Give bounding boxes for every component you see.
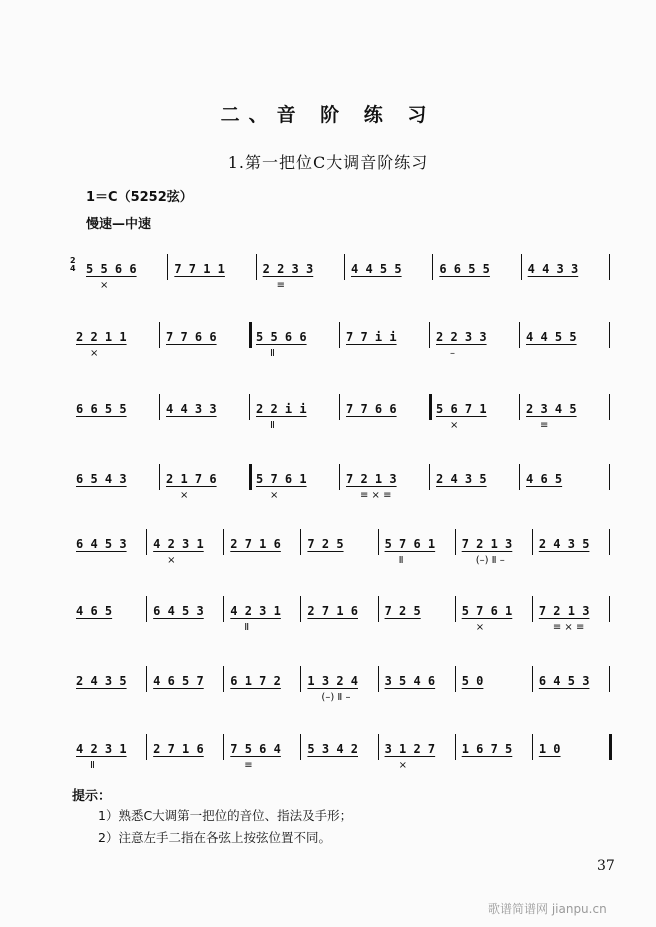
string-mark: Ⅱ — [270, 420, 275, 431]
tempo-marking: 慢速—中速 — [86, 217, 152, 232]
barline — [378, 529, 379, 555]
barline — [532, 529, 533, 555]
measure: 5 7 6 1 — [256, 472, 307, 486]
measure: 5 7 6 1 — [384, 537, 436, 551]
barline — [519, 322, 520, 348]
tips-label: 提示： — [72, 789, 112, 804]
measure: 1 3 2 4 — [307, 674, 358, 688]
measure: 6 4 5 3 — [76, 537, 127, 551]
measure: 5 5 6 6 — [86, 262, 137, 276]
barline — [249, 464, 252, 490]
barline — [609, 464, 610, 490]
barline — [455, 529, 456, 555]
measure: 6 6 5 5 — [439, 262, 490, 276]
score-line — [72, 668, 612, 708]
measure: 4 4 3 3 — [166, 402, 217, 416]
measure: 7 7 6 6 — [166, 330, 217, 344]
score-line — [72, 736, 612, 776]
measure: 7 2 5 — [384, 604, 421, 618]
barline — [609, 322, 610, 348]
string-mark: (–) Ⅱ – — [475, 555, 505, 566]
measure: 1 0 — [538, 742, 561, 756]
measure: 7 7 6 6 — [346, 402, 397, 416]
string-mark: × — [90, 348, 99, 359]
string-mark: ≡ — [276, 280, 286, 291]
barline — [339, 464, 340, 490]
measure: 2 7 1 6 — [307, 604, 358, 618]
barline — [249, 322, 252, 348]
measure: 4 6 5 — [76, 604, 113, 618]
barline — [146, 666, 147, 692]
barline — [146, 529, 147, 555]
section-title: 二、音 阶 练 习 — [220, 104, 436, 126]
barline — [256, 254, 257, 280]
measure: 2 4 3 5 — [436, 472, 487, 486]
page-number: 37 — [597, 858, 615, 874]
string-mark: ≡ — [244, 760, 253, 771]
score-line — [72, 324, 612, 364]
measure: 4 4 5 5 — [526, 330, 577, 344]
measure: 5 3 4 2 — [307, 742, 358, 756]
barline — [300, 596, 301, 622]
measure: 4 4 3 3 — [527, 262, 579, 276]
barline — [223, 596, 224, 622]
string-mark: × — [270, 490, 279, 501]
string-mark: × — [167, 555, 176, 566]
string-mark: Ⅱ — [244, 622, 250, 633]
barline — [146, 596, 147, 622]
measure: 4 2 3 1 — [230, 604, 281, 618]
barline — [300, 734, 301, 760]
time-sig-bottom: 4 — [70, 264, 76, 273]
score-line — [72, 466, 612, 506]
measure: 7 7 i i — [346, 330, 397, 344]
measure: 7 7 1 1 — [174, 262, 225, 276]
measure: 6 4 5 3 — [538, 674, 590, 688]
barline — [146, 734, 147, 760]
barline — [159, 394, 160, 420]
string-mark: (–) Ⅱ – — [321, 692, 351, 703]
string-mark: × — [450, 420, 459, 431]
barline — [300, 666, 301, 692]
measure: 7 5 6 4 — [230, 742, 281, 756]
barline — [455, 666, 456, 692]
measure: 7 2 1 3 — [346, 472, 397, 486]
barline — [339, 322, 340, 348]
barline — [223, 734, 224, 760]
barline — [521, 254, 522, 280]
barline — [300, 529, 301, 555]
score-line — [72, 256, 612, 296]
string-mark: ≡ × ≡ — [360, 490, 392, 501]
measure: 6 4 5 3 — [153, 604, 204, 618]
string-mark: Ⅱ — [270, 348, 275, 359]
string-mark: Ⅱ — [398, 555, 404, 566]
barline — [429, 464, 430, 490]
measure: 4 4 5 5 — [351, 262, 402, 276]
measure: 2 2 3 3 — [262, 262, 314, 276]
barline — [249, 394, 250, 420]
measure: 5 6 7 1 — [436, 402, 487, 416]
measure: 2 1 7 6 — [166, 472, 217, 486]
barline — [378, 596, 379, 622]
barline — [609, 394, 610, 420]
measure: 7 2 1 3 — [461, 537, 513, 551]
barline — [223, 666, 224, 692]
barline — [609, 529, 610, 555]
measure: 2 7 1 6 — [153, 742, 204, 756]
measure: 4 2 3 1 — [153, 537, 204, 551]
measure: 3 1 2 7 — [384, 742, 436, 756]
barline — [455, 734, 456, 760]
barline — [519, 464, 520, 490]
final-barline — [609, 734, 612, 760]
barline — [609, 596, 610, 622]
score-line — [72, 531, 612, 571]
measure: 6 5 4 3 — [76, 472, 127, 486]
barline — [532, 666, 533, 692]
measure: 7 2 1 3 — [538, 604, 590, 618]
string-mark: – — [450, 348, 455, 359]
measure: 2 4 3 5 — [538, 537, 590, 551]
measure: 6 6 5 5 — [76, 402, 127, 416]
barline — [344, 254, 345, 280]
string-mark: × — [475, 622, 485, 633]
measure: 5 5 6 6 — [256, 330, 307, 344]
score-line — [72, 396, 612, 436]
watermark: 歌谱简谱网 jianpu.cn — [488, 902, 607, 916]
barline — [455, 596, 456, 622]
barline — [432, 254, 433, 280]
measure: 2 7 1 6 — [230, 537, 281, 551]
barline — [609, 254, 610, 280]
measure: 7 2 5 — [307, 537, 344, 551]
measure: 3 5 4 6 — [384, 674, 436, 688]
barline — [429, 394, 432, 420]
barline — [378, 734, 379, 760]
measure: 2 4 3 5 — [76, 674, 127, 688]
barline — [339, 394, 340, 420]
measure: 5 7 6 1 — [461, 604, 513, 618]
string-mark: × — [100, 280, 109, 291]
exercise-title: 1.第一把位C大调音阶练习 — [227, 153, 429, 172]
measure: 4 6 5 7 — [153, 674, 204, 688]
score-line — [72, 598, 612, 638]
measure: 2 2 3 3 — [436, 330, 487, 344]
barline — [223, 529, 224, 555]
barline — [532, 596, 533, 622]
time-sig-top: 2 — [70, 256, 76, 265]
string-mark: × — [398, 760, 407, 771]
barline — [532, 734, 533, 760]
measure: 6 1 7 2 — [230, 674, 281, 688]
tip-1: 1）熟悉C大调第一把位的音位、指法及手形； — [98, 808, 353, 823]
barline — [519, 394, 520, 420]
barline — [378, 666, 379, 692]
barline — [159, 464, 160, 490]
tip-2: 2）注意左手二指在各弦上按弦位置不同。 — [98, 830, 331, 845]
string-mark: ≡ × ≡ — [552, 622, 585, 633]
measure: 4 6 5 — [526, 472, 563, 486]
barline — [159, 322, 160, 348]
measure: 2 2 i i — [256, 402, 307, 416]
measure: 2 3 4 5 — [526, 402, 577, 416]
barline — [429, 322, 430, 348]
time-signature — [70, 257, 76, 273]
barline — [167, 254, 168, 280]
string-mark: × — [180, 490, 189, 501]
measure: 4 2 3 1 — [76, 742, 127, 756]
string-mark: Ⅱ — [90, 760, 95, 771]
measure: 1 6 7 5 — [461, 742, 513, 756]
measure: 5 0 — [461, 674, 484, 688]
measure: 2 2 1 1 — [76, 330, 127, 344]
key-signature: 1＝C（5252弦） — [86, 190, 193, 205]
string-mark: ≡ — [540, 420, 549, 431]
barline — [609, 666, 610, 692]
